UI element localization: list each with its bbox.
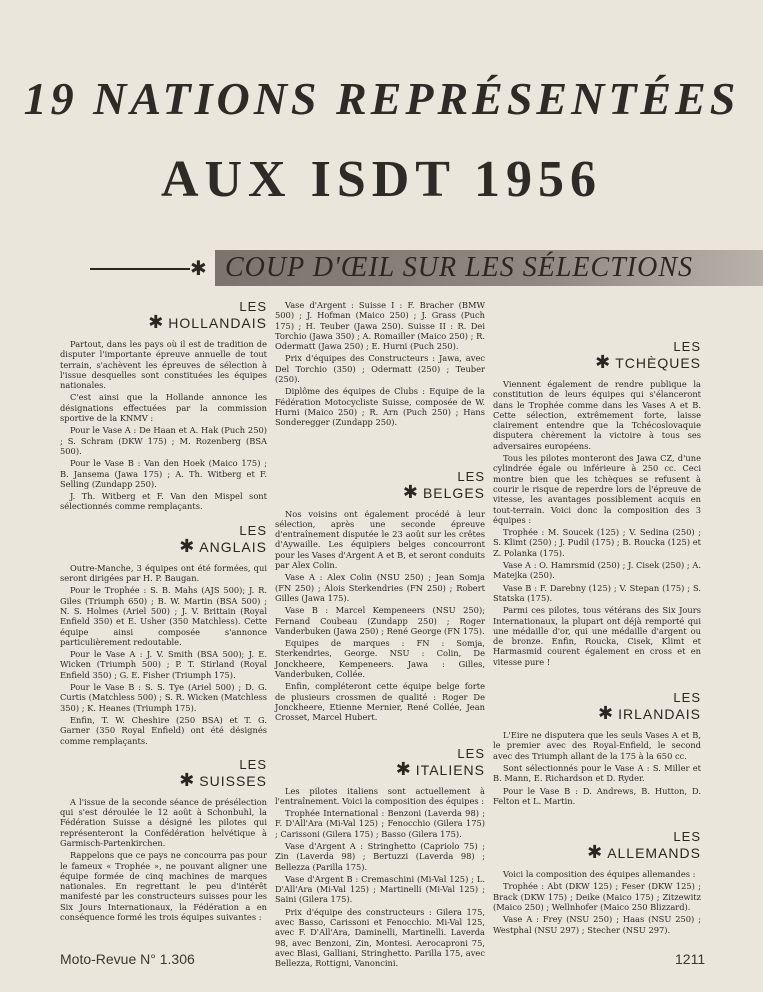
paragraph: Vase d'Argent : Suisse I : F. Bracher (BMW 500) ; J. Hofman (Maico 250) ; J. Grass (Puch 175) ; H. Teuber (Jawa 250). Suisse II : R. Dei Torchio (Jawa 350) ; A. Romailler (Maico 250) ; R. Odermatt (Jawa 250) ; E. Hurni (Puch 250). [275, 300, 485, 352]
section-title: TCHÈQUES [615, 355, 701, 371]
section-prefix: LES [457, 468, 485, 484]
star-icon: ✱ [597, 703, 615, 724]
star-icon: ✱ [190, 256, 207, 280]
section-prefix: LES [239, 522, 267, 538]
paragraph: Outre-Manche, 3 équipes ont été formées, qui seront dirigées par H. P. Baugan. [60, 562, 267, 584]
paragraph: Prix d'équipe des constructeurs : Gilera 175, avec Basso, Carissoni et Fenocchio. Mi-Val 125, avec F. D'All'Ara, Daminelli, Martinelli. Laverda 98, avec Benzoni, Zin, Montesi. Aerocaproni 75, avec Blasi, Galliani, Stringhetto. Parilla 175, avec Bellezza, Rottigni, Vanoncini. [275, 906, 485, 969]
paragraph: Parmi ces pilotes, tous vétérans des Six Jours Internationaux, la plupart ont déjà remporté qui une médaille d'or, qui une médaille d'argent ou de bronze. Enfin, Roucka, Cisek, Klimt et Harmasmid courent également en cross et en vitesse pure ! [493, 605, 701, 667]
star-icon: ✱ [587, 842, 604, 863]
paragraph: Trophée : M. Soucek (125) ; V. Sedina (250) ; S. Klimt (250) ; J. Pudil (175) ; B. Roucka (125) et Z. Polanka (175). [493, 527, 701, 558]
star-icon: ✱ [179, 769, 196, 790]
paragraph: J. Th. Witberg et F. Van den Mispel sont sélectionnés comme remplaçants. [60, 491, 267, 512]
section-prefix: LES [673, 690, 701, 706]
section-head-irlandais [493, 691, 701, 722]
paragraph: Rappelons que ce pays ne concourra pas pour le fameux « Trophée », ne pouvant aligner une équipe formée de cinq machines de marques nationales. En regrettant le peu d'intérêt manifesté par les constructeurs suisses pour les Six Jours Internationaux, la Fédération a en conséquence formé les trois équipes suivantes : [60, 850, 267, 923]
footer-page-number: 1211 [675, 951, 706, 967]
section-head-suisses [60, 758, 267, 789]
paragraph: Tous les pilotes monteront des Jawa CZ, d'une cylindrée égale ou inférieure à 250 cc. Ceci montre bien que les tchèques se refusent à courir le risque de reperdre lors de l'épreuve de vitesse, les avantages possiblement acquis en tout-terrain. Voici donc la composition des 3 équipes : [493, 453, 701, 525]
section-title: ALLEMANDS [607, 845, 701, 862]
paragraph: A l'issue de la seconde séance de présélection qui s'est déroulée le 12 août à Schonbuhl, la Fédération Suisse a désigné les pilotes qui représenteront la Confédération helvétique à Garmisch-Partenkirchen. [60, 796, 267, 848]
section-title: HOLLANDAIS [168, 315, 267, 331]
paragraph: Vase d'Argent B : Cremaschini (Mi-Val 125) ; L. D'All'Ara (Mi-Val 125) ; Martinelli (Mi-Val 125) ; Saini (Gilera 175). [275, 873, 485, 905]
headline-line-2: AUX ISDT 1956 [160, 151, 603, 208]
banner-title: COUP D'ŒIL SUR LES SÉLECTIONS [215, 250, 763, 286]
section-prefix: LES [457, 745, 485, 761]
paragraph: Prix d'équipes des Constructeurs : Jawa, avec Del Torchio (350) ; Odermatt (250) ; Teuber (250). [275, 353, 485, 385]
section-prefix: LES [673, 339, 701, 354]
paragraph: Diplôme des équipes de Clubs : Equipe de la Fédération Motocycliste Suisse, composée de W. Hurni (Maico 250) ; R. Arn (Puch 250) ; Hans Sonderegger (Zundapp 250). [275, 386, 485, 428]
paragraph: Vase A : Frey (NSU 250) ; Haas (NSU 250) ; Westphal (NSU 297) ; Stecher (NSU 297). [493, 914, 701, 935]
star-icon: ✱ [595, 352, 612, 372]
section-title: SUISSES [199, 772, 267, 789]
section-head-hollandais [60, 300, 267, 331]
section-banner [90, 246, 763, 290]
section-prefix: LES [673, 829, 701, 845]
star-icon: ✱ [179, 535, 196, 556]
star-icon: ✱ [148, 312, 165, 332]
paragraph: Vase B : F. Darebny (125) ; V. Stepan (175) ; S. Statska (175). [493, 582, 701, 603]
section-prefix: LES [239, 756, 267, 772]
section-head-allemands [493, 830, 701, 861]
section-head-belges [275, 470, 485, 501]
section-head-anglais [60, 524, 267, 555]
column-3 [493, 300, 701, 937]
section-title: BELGES [422, 484, 485, 501]
section-head-italiens [275, 747, 485, 778]
paragraph: Pour le Vase B : D. Andrews, B. Hutton, D. Felton et L. Martin. [493, 785, 701, 806]
paragraph: Pour le Vase A : J. V. Smith (BSA 500); J. E. Wicken (Triumph 500) ; P. T. Stirland (Royal Enfield 350) ; G. E. Fisher (Triumph 175). [60, 649, 267, 680]
paragraph: Sont sélectionnés pour le Vase A : S. Miller et B. Mann, E. Richardson et D. Ryder. [493, 762, 701, 784]
paragraph: Pour le Vase B : S. S. Tye (Ariel 500) ; D. G. Curtis (Matchless 500) ; S. R. Wicken (Matchless 350) ; K. Heanes (Triumph 175). [60, 682, 267, 713]
paragraph: Pour le Vase B : Van den Hoek (Maico 175) ; B. Jansema (Jawa 175) ; A. Th. Witberg et F. Selling (Zundapp 250). [60, 458, 267, 489]
paragraph: Partout, dans les pays où il est de tradition de disputer l'importante épreuve annuelle de tout terrain, s'achèvent les épreuves de sélection à l'issue desquelles sont constituées les équipes nationales. [60, 339, 267, 391]
paragraph: Trophée : Abt (DKW 125) ; Feser (DKW 125) ; Brack (DKW 175) ; Deike (Maico 175) ; Zitzewitz (Maico 250) ; Wellnhofer (Maico 250 Blizzard). [493, 881, 701, 912]
paragraph: Viennent également de rendre publique la constitution de leurs équipes qui s'élanceront dans le Trophée comme dans les Vases A et B. Cette sélection, extrêmement forte, laisse clairement entendre que la Tchécoslovaquie disputera chèrement la victoire à tous ses adversaires européens. [493, 379, 701, 451]
paragraph: Vase A : O. Hamrsmid (250) ; J. Cisek (250) ; A. Matejka (250). [493, 560, 701, 581]
paragraph: Trophée International : Benzoni (Laverda 98) ; F. D'All'Ara (Mi-Val 125) ; Fenocchio (Gilera 175) ; Carissoni (Gilera 175) ; Basso (Gilera 175). [275, 808, 485, 839]
section-prefix: LES [239, 299, 267, 314]
footer-publication: Moto-Revue N° 1.306 [60, 951, 195, 967]
paragraph: Nos voisins ont également procédé à leur sélection, après une seconde épreuve d'entraînement disputée le 23 août sur les crêtes d'Aywaille. Les équipiers belges concourront pour les Vases d'Argent A et B, et seront conduits par Alex Colin. [275, 508, 485, 571]
paragraph: Enfin, compléteront cette équipe belge forte de plusieurs crossmen de qualité : Roger De Jonckheere, Etienne Mernier, René Collée, Jean Crosset, Marcel Hubert. [275, 681, 485, 723]
star-icon: ✱ [395, 758, 412, 779]
paragraph: Voici la composition des équipes allemandes : [503, 869, 696, 880]
paragraph: Vase d'Argent A : Stringhetto (Capriolo 75) ; Zin (Laverda 98) ; Bertuzzi (Laverda 98) ; Bellezza (Parilla 175). [275, 840, 485, 872]
section-title: IRLANDAIS [618, 706, 701, 723]
paragraph: Vase A : Alex Colin (NSU 250) ; Jean Somja (FN 250) ; Alois Sterkendries (FN 250) ; Robert Gilles (Jawa 175). [275, 572, 485, 603]
section-title: ITALIENS [415, 761, 485, 778]
column-2 [275, 300, 485, 971]
paragraph: C'est ainsi que la Hollande annonce les désignations effectuées par la commission sportive de la KNMV : [60, 392, 267, 424]
section-head-tcheques [493, 340, 701, 371]
banner-rule [90, 268, 190, 270]
paragraph: Enfin, T. W. Cheshire (250 BSA) et T. G. Garner (350 Royal Enfield) ont été désignés comme remplaçants. [60, 714, 267, 746]
paragraph: Les pilotes italiens sont actuellement à l'entraînement. Voici la composition des équipes : [275, 785, 485, 806]
paragraph: Equipes de marques : FN : Somja, Sterkendries, George. NSU : Colin, De Jonckheere, Kempeneers. Jawa : Gilles, Vanderbuken, Collée. [275, 638, 485, 680]
star-icon: ✱ [402, 481, 419, 502]
column-1 [60, 300, 267, 924]
section-title: ANGLAIS [199, 538, 267, 555]
paragraph: L'Eire ne disputera que les seuls Vases A et B, le premier avec des Royal-Enfield, le second avec des Triumph allant de la 175 à la 650 cc. [493, 730, 701, 761]
paragraph: Pour le Trophée : S. B. Mahs (AJS 500); J. R. Giles (Triumph 650) ; B. W. Martin (BSA 500) ; N. S. Holmes (Ariel 500) ; J. V. Brittain (Royal Enfield 350) et E. Usher (350 Matchless). Cette équipe ainsi composée s'annonce particulièrement redoutable. [60, 585, 267, 647]
paragraph: Vase B : Marcel Kempeneers (NSU 250); Fernand Coubeau (Zundapp 250) ; Roger Vanderbuken (Jawa 250) ; René George (FN 175). [275, 605, 485, 636]
paragraph: Pour le Vase A : De Haan et A. Hak (Puch 250) ; S. Schram (DKW 175) ; M. Rozenberg (BSA 500). [60, 425, 267, 456]
headline-line-1: 19 NATIONS REPRÉSENTÉES [23, 73, 740, 124]
